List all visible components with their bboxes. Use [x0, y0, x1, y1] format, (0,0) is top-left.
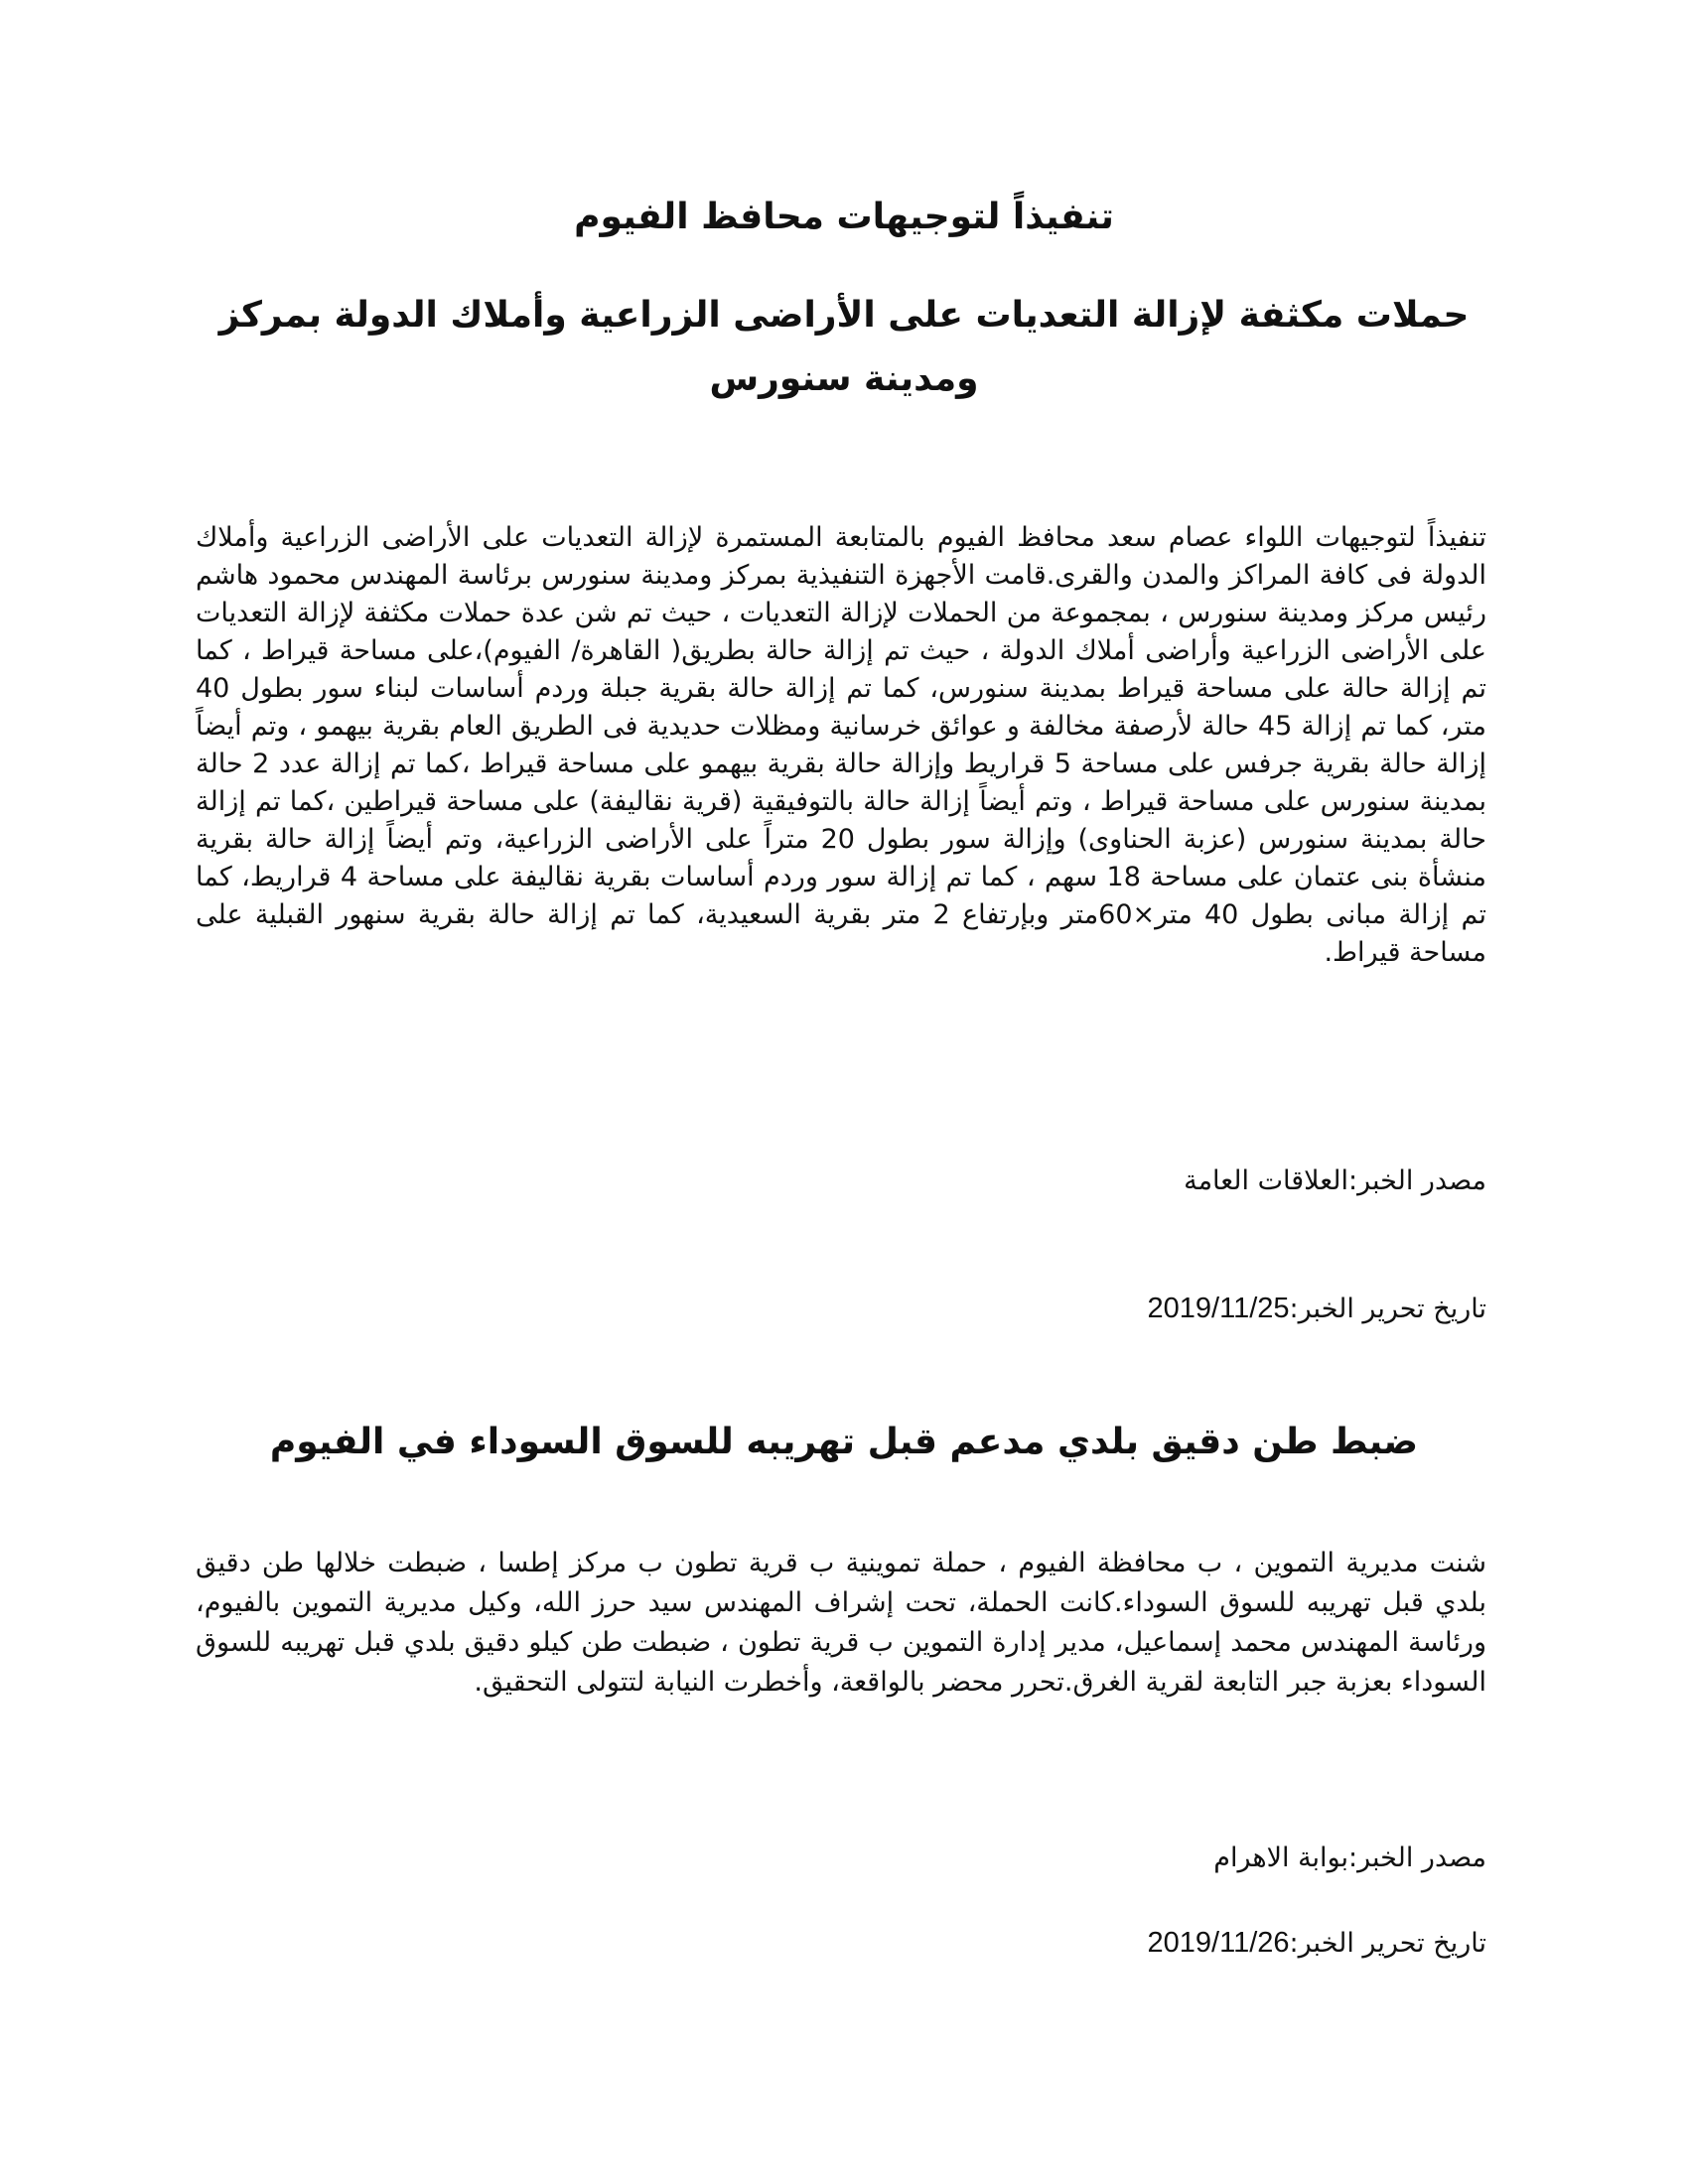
article-2-body: شنت مديرية التموين ، ب محافظة الفيوم ، حملة تموينية ب قرية تطون ب مركز إطسا ، ضبطت خلالها طن دقيق بلدي قبل تهريبه للسوق السوداء.كانت الحملة، تحت إشراف المهندس سيد حرز الله، وكيل مديرية التموين بالفيوم، ورئاسة المهندس محمد إسماعيل، مدير إدارة التموين ب قرية تطون ، ضبطت طن كيلو دقيق بلدي قبل تهريبه للسوق السوداء بعزبة جبر التابعة لقرية الغرق.تحرر محضر بالواقعة، وأخطرت النيابة لتتولى التحقيق.: [196, 1548, 1486, 1698]
date-label: تاريخ تحرير الخبر:: [1289, 1294, 1486, 1324]
article-2-title: ضبط طن دقيق بلدي مدعم قبل تهريبه للسوق السوداء في الفيوم: [269, 1422, 1419, 1462]
article-2-date: [196, 1923, 1486, 1964]
date-value: 2019/11/25: [1147, 1293, 1290, 1324]
date-value: 2019/11/26: [1147, 1927, 1290, 1959]
article-1-date: [196, 1289, 1486, 1329]
source-label: مصدر الخبر:: [1348, 1165, 1486, 1196]
article-1-body: تنفيذاً لتوجيهات اللواء عصام سعد محافظ الفيوم بالمتابعة المستمرة لإزالة التعديات على الأراضى الزراعية وأملاك الدولة فى كافة المراكز والمدن والقرى.قامت الأجهزة التنفيذية بمركز ومدينة سنورس برئاسة المهندس محمود هاشم رئيس مركز ومدينة سنورس ، بمجموعة من الحملات لإزالة التعديات ، حيث تم شن عدة حملات مكثفة لإزالة التعديات على الأراضى الزراعية وأراضى أملاك الدولة ، حيث تم إزالة حالة بطريق( القاهرة/ الفيوم)،على مساحة قيراط ، كما تم إزالة حالة على مساحة قيراط بمدينة سنورس، كما تم إزالة حالة بقرية جبلة وردم أساسات لبناء سور بطول 40 متر، كما تم إزالة 45 حالة لأرصفة مخالفة و عوائق خرسانية ومظلات حديدية فى الطريق العام بقرية بيهمو ، وتم أيضاً إزالة حالة بقرية جرفس على مساحة 5 قراريط وإزالة حالة بقرية بيهمو على مساحة قيراط ،كما تم إزالة عدد 2 حالة بمدينة سنورس على مساحة قيراط ، وتم أيضاً إزالة حالة بالتوفيقية (قرية نقاليفة) على مساحة قيراطين ،كما تم إزالة حالة بمدينة سنورس (عزبة الحناوى) وإزالة سور بطول 20 متراً على الأراضى الزراعية، وتم أيضاً إزالة حالة بقرية منشأة بنى عتمان على مساحة 18 سهم ، كما تم إزالة سور وردم أساسات بقرية نقاليفة على مساحة 4 قراريط، كما تم إزالة مبانى بطول 40 متر×60متر وبإرتفاع 2 متر بقرية السعيدية، كما تم إزالة حالة بقرية سنهور القبلية على مساحة قيراط.: [196, 522, 1486, 968]
date-label: تاريخ تحرير الخبر:: [1289, 1928, 1486, 1959]
article-1-source: [196, 1161, 1486, 1201]
source-label: مصدر الخبر:: [1348, 1843, 1486, 1873]
article-1-title: تنفيذاً لتوجيهات محافظ الفيوم: [574, 197, 1114, 237]
article-2-source: [196, 1839, 1486, 1878]
article-1-subtitle: حملات مكثفة لإزالة التعديات على الأراضى الزراعية وأملاك الدولة بمركز ومدينة سنورس: [218, 295, 1470, 399]
source-value: العلاقات العامة: [1184, 1165, 1349, 1196]
source-value: بوابة الاهرام: [1213, 1843, 1349, 1873]
